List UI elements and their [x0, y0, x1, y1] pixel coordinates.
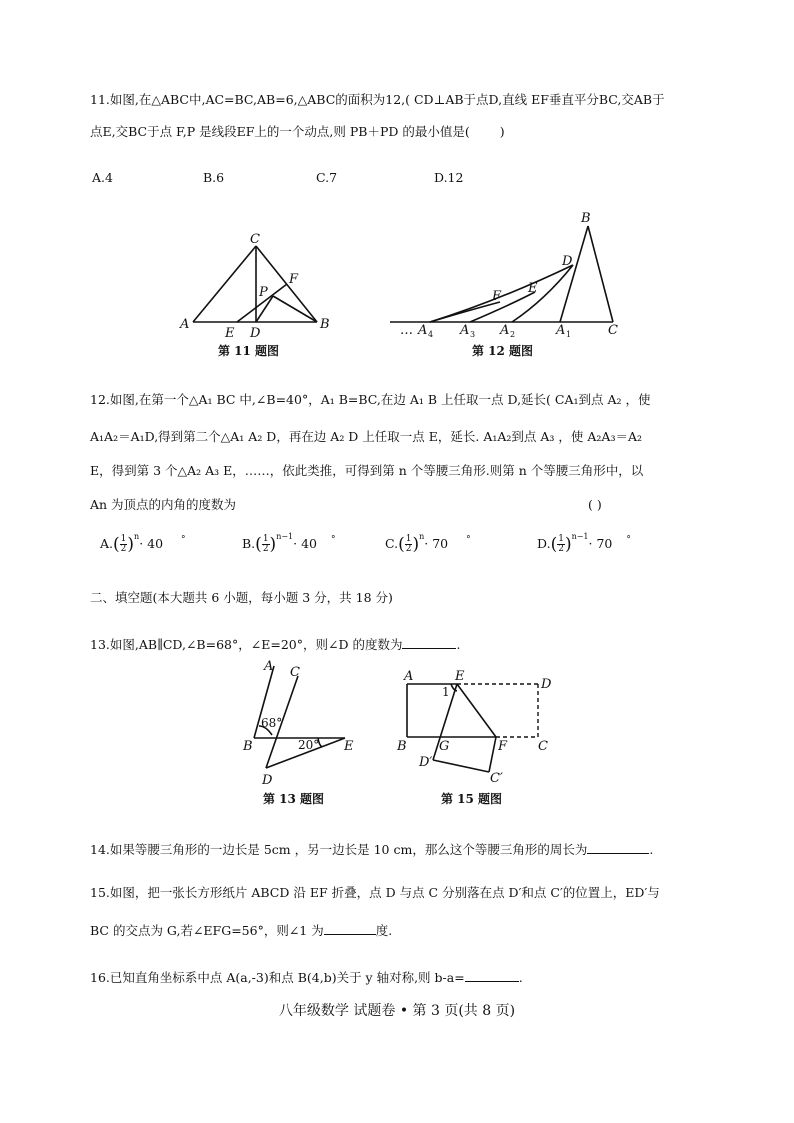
q11-line2-end: ) — [499, 124, 505, 139]
fig15-label-c: C — [538, 739, 548, 754]
fig13-label-a: A — [264, 659, 274, 674]
fig15-label-b: B — [397, 739, 407, 754]
fig15-label-d: D — [541, 677, 552, 692]
q14-text-body: 14.如果等腰三角形的一边长是 5cm ，另一边长是 10 cm，那么这个等腰三角形的周长为 — [90, 842, 588, 857]
fig15-label-f: F — [498, 739, 508, 754]
fig12-label-a2: A — [500, 323, 510, 338]
q14-text — [90, 841, 653, 858]
fig11-label-e: E — [225, 326, 235, 341]
q13-text-end: . — [456, 637, 461, 652]
q15-line2-text: BC 的交点为 G,若∠EFG=56°，则∠1 为 — [90, 923, 324, 938]
fig13-angle-20: 20° — [298, 738, 320, 752]
q12-line3: E，得到第 3 个△A₂ A₃ E，……，依此类推，可得到第 n 个等腰三角形.则第 n 个等腰三角形中，以 — [90, 463, 644, 478]
fig12-label-d: D — [562, 254, 573, 269]
fig12-label-e: E — [528, 281, 538, 296]
q11-line1: 11.如图,在△ABC中,AC=BC,AB=6,△ABC的面积为12,( CD⊥AB于点D,直线 EF垂直平分BC,交AB于 — [90, 92, 665, 107]
q14-text-end: . — [649, 842, 654, 857]
fig13-caption: 第 13 题图 — [263, 792, 325, 806]
fig13-angle-68: 68° — [261, 716, 283, 730]
q12-answer-paren: ( ) — [588, 497, 602, 512]
fig12-label-a1: A — [556, 323, 566, 338]
fig12-label-f: F — [492, 289, 502, 304]
q12-option-b: B.( $\frac{1}{2}$ )$^{n-1}$· 40 ° — [242, 532, 336, 555]
fig15-label-a: A — [404, 669, 414, 684]
fig11-caption: 第 11 题图 — [218, 344, 280, 358]
fig11-label-c: C — [250, 232, 260, 247]
fig11-label-p: P — [259, 285, 268, 300]
section-2-title: 二、填空题(本大题共 6 小题，每小题 3 分，共 18 分) — [90, 590, 393, 605]
fig11-label-a: A — [180, 317, 190, 332]
fig12-label-b: B — [581, 211, 591, 226]
q15-line2-end: 度. — [375, 923, 393, 938]
q11-option-a: A.4 — [92, 170, 113, 185]
fig13-label-c: C — [290, 665, 300, 680]
fig12-sub-4: 4 — [428, 330, 434, 339]
q11-option-c: C.7 — [316, 170, 338, 185]
q12-line1: 12.如图,在第一个△A₁ BC 中,∠B=40°，A₁ B=BC,在边 A₁ B 上任取一点 D,延长( CA₁到点 A₂ ，使 — [90, 392, 651, 407]
fig12-sub-3: 3 — [470, 330, 476, 339]
q16-text — [90, 969, 523, 986]
fig15-caption: 第 15 题图 — [441, 792, 503, 806]
q12-line2: A₁A₂＝A₁D,得到第二个△A₁ A₂ D，再在边 A₂ D 上任取一点 E，延长. A₁A₂到点 A₃ ，使 A₂A₃＝A₂ — [90, 429, 642, 444]
fig12-dots: … — [400, 323, 413, 338]
fig15-angle-1: 1 — [442, 685, 450, 699]
fig15-label-d-prime: D′ — [419, 755, 433, 770]
q12-line4: An 为顶点的内角的度数为 — [90, 497, 237, 512]
fig15-label-c-prime: C′ — [490, 771, 503, 786]
page-footer: 八年级数学 试题卷 • 第 3 页(共 8 页) — [278, 1003, 516, 1019]
q11-line2-text: 点E,交BC于点 F,P 是线段EF上的一个动点,则 PB＋PD 的最小值是( — [90, 124, 470, 139]
q15-line2 — [90, 922, 392, 939]
fig11-label-b: B — [320, 317, 330, 332]
fig13-label-d: D — [262, 773, 273, 788]
q12-option-d: D.( $\frac{1}{2}$ )$^{n-1}$· 70 ° — [537, 532, 631, 555]
fig11-label-d: D — [250, 326, 261, 341]
fig12-label-c: C — [608, 323, 618, 338]
fig12-label-a3: A — [460, 323, 470, 338]
q12-option-c: C.( $\frac{1}{2}$ )$^n$· 70 ° — [385, 532, 471, 555]
q16-text-body: 16.已知直角坐标系中点 A(a,-3)和点 B(4,b)关于 y 轴对称,则 b-a= — [90, 970, 465, 985]
q15-line1: 15.如图，把一张长方形纸片 ABCD 沿 EF 折叠，点 D 与点 C 分别落在点 D′和点 C′的位置上，ED′与 — [90, 885, 660, 900]
q16-text-end: . — [518, 970, 523, 985]
q11-option-d: D.12 — [434, 170, 464, 185]
fig12-caption: 第 12 题图 — [472, 344, 534, 358]
q11-option-b: B.6 — [203, 170, 225, 185]
fig12-sub-1: 1 — [566, 330, 572, 339]
fig12-sub-2: 2 — [510, 330, 516, 339]
fig12-label-a4: A — [418, 323, 428, 338]
fig13-label-e: E — [344, 739, 354, 754]
fig11-label-f: F — [289, 272, 299, 287]
fig13-label-b: B — [243, 739, 253, 754]
q13-text-body: 13.如图,AB∥CD,∠B=68°，∠E=20°，则∠D 的度数为 — [90, 637, 403, 652]
q12-option-a: A.( $\frac{1}{2}$ )$^n$· 40 ° — [100, 532, 186, 555]
fig15-label-g: G — [439, 739, 450, 754]
fig15-label-e: E — [455, 669, 465, 684]
